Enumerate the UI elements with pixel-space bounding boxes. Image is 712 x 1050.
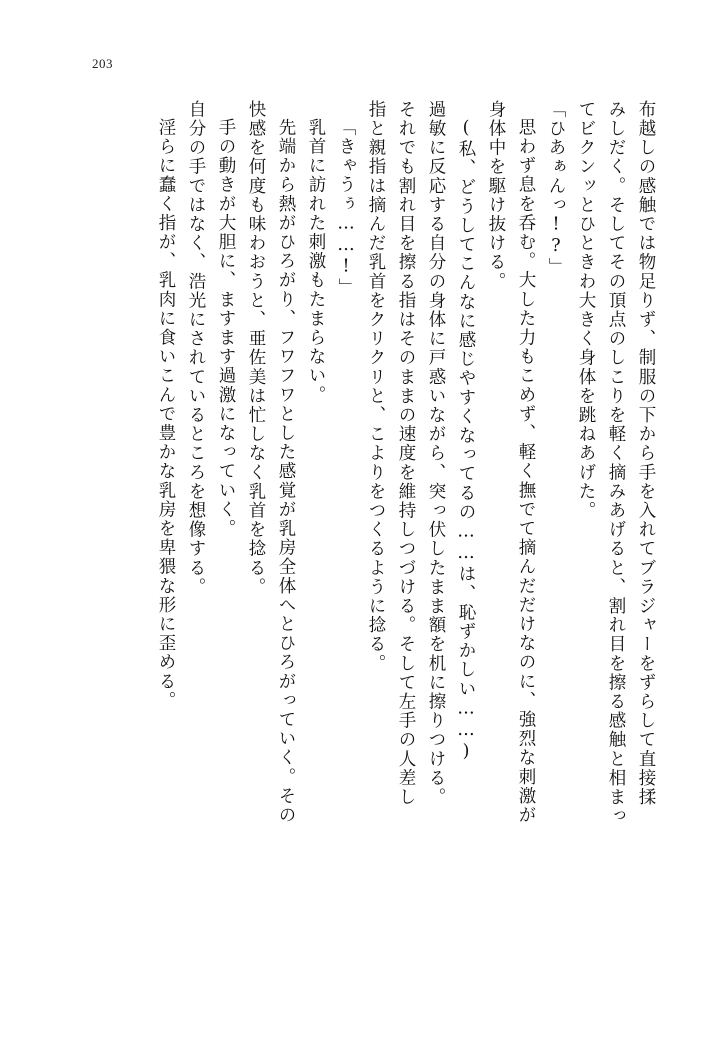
text-line: てビクンッとひときわ大きく身体を跳ねあげた。 [576,100,596,521]
text-line: それでも割れ目を擦る指はそのままの速度を維持しつづける。そして左手の人差し [396,100,416,807]
text-line: 乳首に訪れた刺激もたまらない。 [306,118,326,405]
text-line: 自分の手ではなく、浩光にされているところを想像する。 [186,100,206,597]
text-line: 思わず息を呑む。大した力もこめず、軽く撫でて摘んだだけなのに、強烈な刺激が [516,118,536,825]
text-line: 快感を何度も味わおうと、亜佐美は忙しなく乳首を捻る。 [246,100,266,597]
text-line: 布越しの感触では物足りず、制服の下から手を入れてブラジャーをずらして直接揉 [636,100,656,807]
text-line: (私、どうしてこんなに感じやすくなってるの……は、恥ずかしい……) [456,118,476,764]
text-line: 指と親指は摘んだ乳首をクリクリと、こよりをつくるように捻る。 [366,100,386,673]
text-line: 手の動きが大胆に、ますます過激になっていく。 [216,118,236,539]
text-line: 「ひあぁんっ!?」 [546,100,566,277]
page-number: 203 [92,56,113,71]
vertical-text-body [52,100,654,980]
text-line: みしだく。そしてその頂点のしこりを軽く摘みあげると、割れ目を擦る感触と相まっ [606,100,626,826]
text-line: 淫らに蠢く指が、乳肉に食いこんで豊かな乳房を卑猥な形に歪める。 [156,118,176,711]
text-line: 過敏に反応する自分の身体に戸惑いながら、突っ伏したまま額を机に擦りつける。 [426,100,446,807]
text-line: 身体中を駆け抜ける。 [486,100,506,291]
text-line: 先端から熱がひろがり、フワフワとした感覚が乳房全体へとひろがっていく。その [276,118,296,825]
text-line: 「きゃうぅ……!」 [336,118,356,298]
